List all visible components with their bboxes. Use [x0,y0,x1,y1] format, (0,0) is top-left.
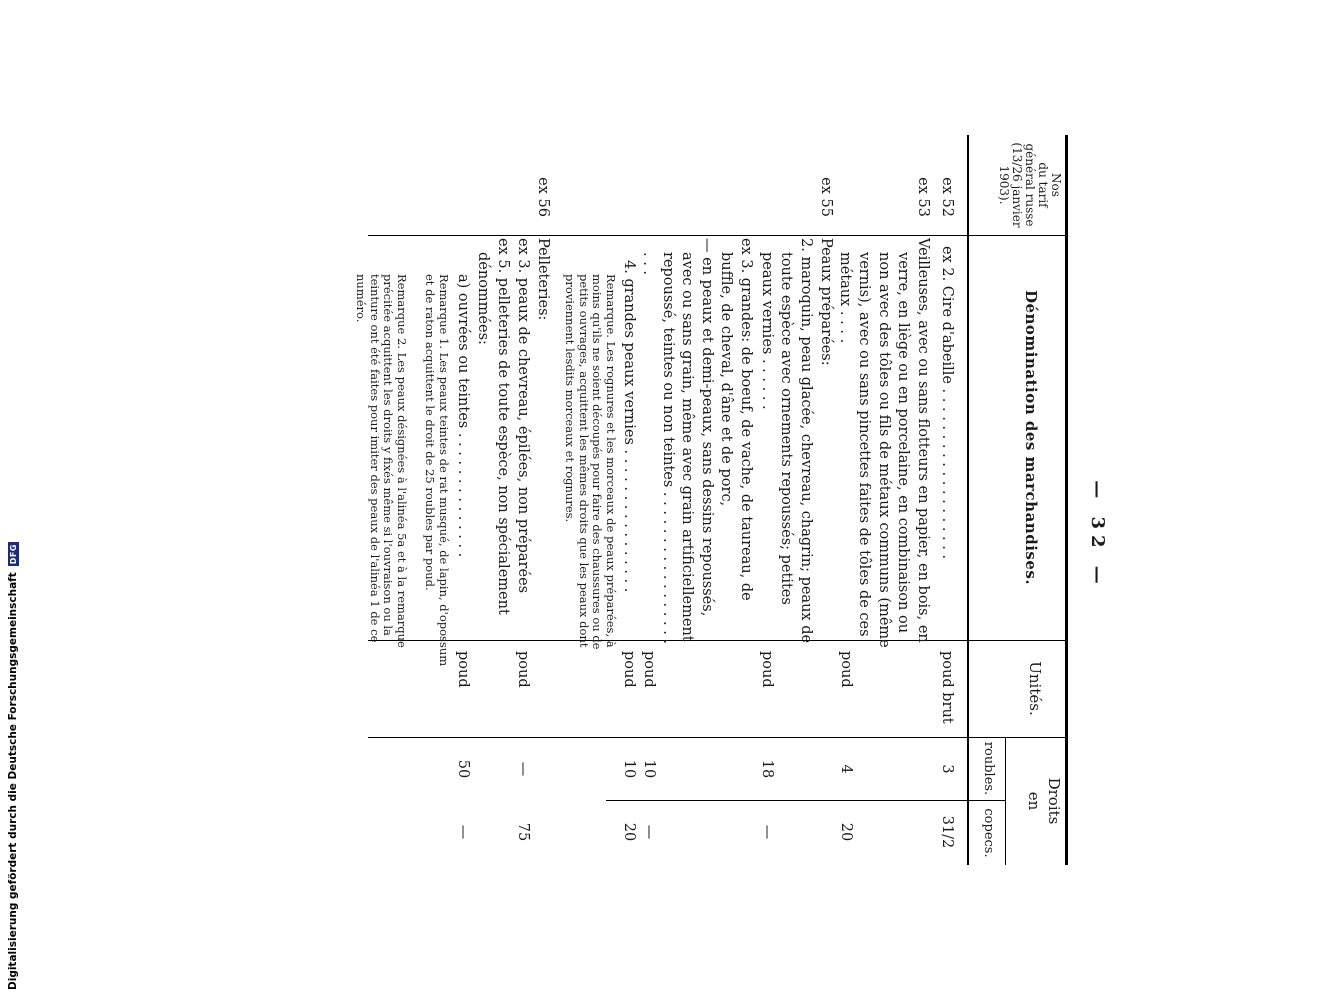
row-denomination: ex 2. Cire d'abeille . . . . . . . . . . . . . . . . . . . [939,246,955,560]
row-remark: Remarque 1. Les peaux teintes de rat musqué, de lapin, d'opossum et de raton acquittent le droit de 25 roubles par poud. [423,274,451,667]
row-copecs: — [455,824,471,840]
row-denomination: ex 3. grandes: de boeuf, de vache, de taureau, de buffle, de cheval, d'âne et de porc, [718,238,754,601]
row-denomination: — en peaux et demi-peaux, sans dessins repoussés, avec ou sans grain, même avec grain artificiellement repoussé, teintes ou non teintes . . . . . . . . . . . . . . . . . . . . [640,238,715,645]
row-roubles: 10 [641,759,657,779]
row-copecs: 31/2 [939,815,955,849]
row-copecs: — [759,824,775,840]
row-roubles: — [515,761,531,777]
tariff-page [68,135,1108,925]
header-copecs: copecs. [981,808,996,858]
droits-sub-rule [1005,737,1006,865]
row-unit: poud [621,651,637,688]
column-divider [368,235,1068,236]
row-copecs: 75 [515,822,531,842]
row-roubles: 10 [621,759,637,779]
header-no-line: (13/26 janvier [1010,142,1024,228]
header-number-column [997,135,1062,235]
row-denomination: Veilleuses, avec ou sans flotteurs en papier, en bois, en verre, en liège ou en porcelaine, en combinaison ou non avec des tôles ou fils de métaux communs (même vernis), avec ou sans pincettes faites de tôles de ces métaux . . . . [837,238,931,648]
row-number: ex 56 [535,177,551,217]
row-unit: poud [515,651,531,688]
header-bottom-rule [967,135,969,865]
header-roubles: roubles. [981,741,996,796]
header-units: Unités. [1026,661,1044,716]
header-droits [1024,737,1064,865]
row-number: ex 55 [818,177,834,217]
header-denomination: Dénomination des marchandises. [1022,289,1040,586]
funding-side-note [2,0,24,990]
row-denomination: Peaux préparées: [818,238,834,366]
row-denomination: ex 3. peaux de chevreau, épilées, non préparées [515,238,531,594]
row-remark: Remarque. Les rognures et les morceaux de peaux préparées, à moins qu'ils ne soient découpés pour faire des chaussures ou de petits ouvrages, acquittent les mêmes droits que les peaux dont proviennent lesdits morceaux et rognures. [563,274,618,650]
header-no-line: du tarif [1036,162,1050,208]
row-denomination: 4. grandes peaux vernies . . . . . . . . . . . . . . . . [621,260,637,593]
row-number: ex 52 [939,177,955,217]
row-roubles: 18 [759,759,775,779]
header-droits-line: en [1025,791,1043,811]
funding-note-text: Digitalisierung gefördert durch die Deutsche Forschungsgemeinschaft [7,572,19,990]
row-remark: Remarque 2. Les peaux désignées à l'alinéa 5a et à la remarque précitée acquittent les droits y fixés même si l'ouvraison ou la teinture ont été faites pour imiter des peaux de l'alinéa 1 de ce numéro. [354,274,409,648]
row-unit: poud [759,651,775,688]
header-no-line: général russe [1023,143,1037,227]
row-unit: poud [838,651,854,688]
dfg-logo-icon: DFG [8,544,18,565]
row-number: ex 53 [915,177,931,217]
row-unit: poud [455,651,471,688]
row-roubles: 3 [939,764,955,774]
row-denomination: 2. maroquin, peau glacée, chevreau, chagrin; peaux de toute espèce avec ornements repoussés; petites peaux vernies . . . . . . [759,238,814,644]
row-denomination: Pelleteries: [535,238,551,321]
row-copecs: — [641,824,657,840]
column-divider [368,737,1068,738]
row-roubles: 50 [455,759,471,779]
row-copecs: 20 [838,822,854,842]
row-roubles: 4 [838,764,854,774]
row-unit: poud brut [939,651,955,724]
header-no-line: 1903). [997,165,1011,205]
row-unit: poud [641,651,657,688]
header-droits-line: Droits [1045,777,1063,825]
row-denomination: a) ouvrées ou teintes . . . . . . . . . . . . . . [455,274,471,558]
page-number: — 32 — [1087,480,1108,590]
row-denomination: ex 5. pelleteries de toute espèce, non spécialement dénommées: [475,238,511,615]
table-top-rule [1065,135,1068,865]
row-copecs: 20 [621,822,637,842]
header-no-line: Nos [1049,173,1063,197]
